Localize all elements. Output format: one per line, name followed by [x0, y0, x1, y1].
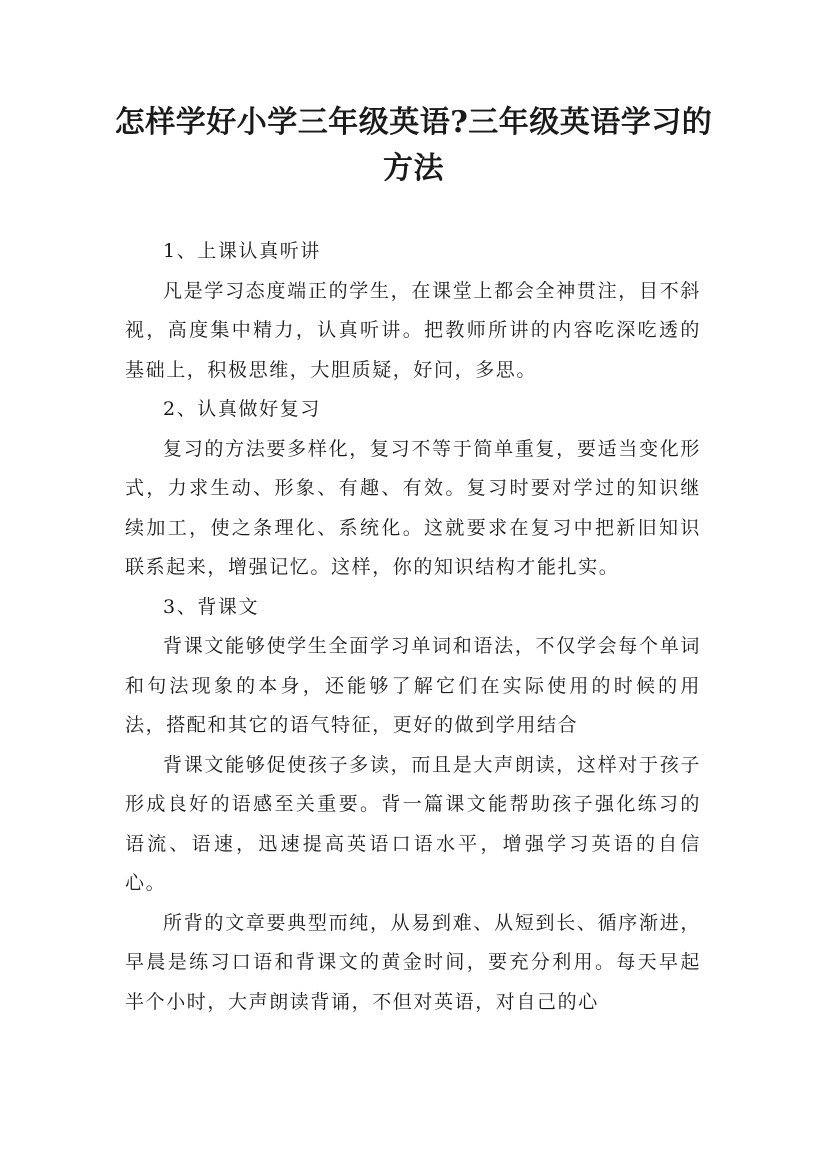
section-heading: 3、背课文: [163, 595, 260, 618]
paragraph: 背课文能够促使孩子多读，而且是大声朗读，这样对于孩子形成良好的语感至关重要。背一篇课文能帮助孩子强化练习的语流、语速，迅速提高英语口语水平，增强学习英语的自信心。: [125, 753, 701, 894]
section-heading: 2、认真做好复习: [163, 398, 321, 420]
paragraph: 所背的文章要典型而纯，从易到难、从短到长、循序渐进，早晨是练习口语和背课文的黄金时间，要充分利用。每天早起半个小时，大声朗读背诵，不但对英语，对自己的心: [125, 911, 701, 1013]
section-heading: 1、上课认真听讲: [163, 240, 321, 262]
document-title: 怎样学好小学三年级英语?三年级英语学习的方法: [114, 105, 713, 186]
paragraph: 复习的方法要多样化，复习不等于简单重复，要适当变化形式，力求生动、形象、有趣、有效。复习时要对学过的知识继续加工，使之条理化、系统化。这就要求在复习中把新旧知识联系起来，增强记忆。这样，你的知识结构才能扎实。: [125, 437, 701, 578]
paragraph: 背课文能够使学生全面学习单词和语法，不仅学会每个单词和句法现象的本身，还能够了解它们在实际使用的时候的用法，搭配和其它的语气特征，更好的做到学用结合: [125, 635, 701, 736]
document-body: [125, 232, 701, 1022]
paragraph: 凡是学习态度端正的学生，在课堂上都会全神贯注，目不斜视，高度集中精力，认真听讲。把教师所讲的内容吃深吃透的基础上，积极思维，大胆质疑，好问，多思。: [125, 279, 701, 381]
